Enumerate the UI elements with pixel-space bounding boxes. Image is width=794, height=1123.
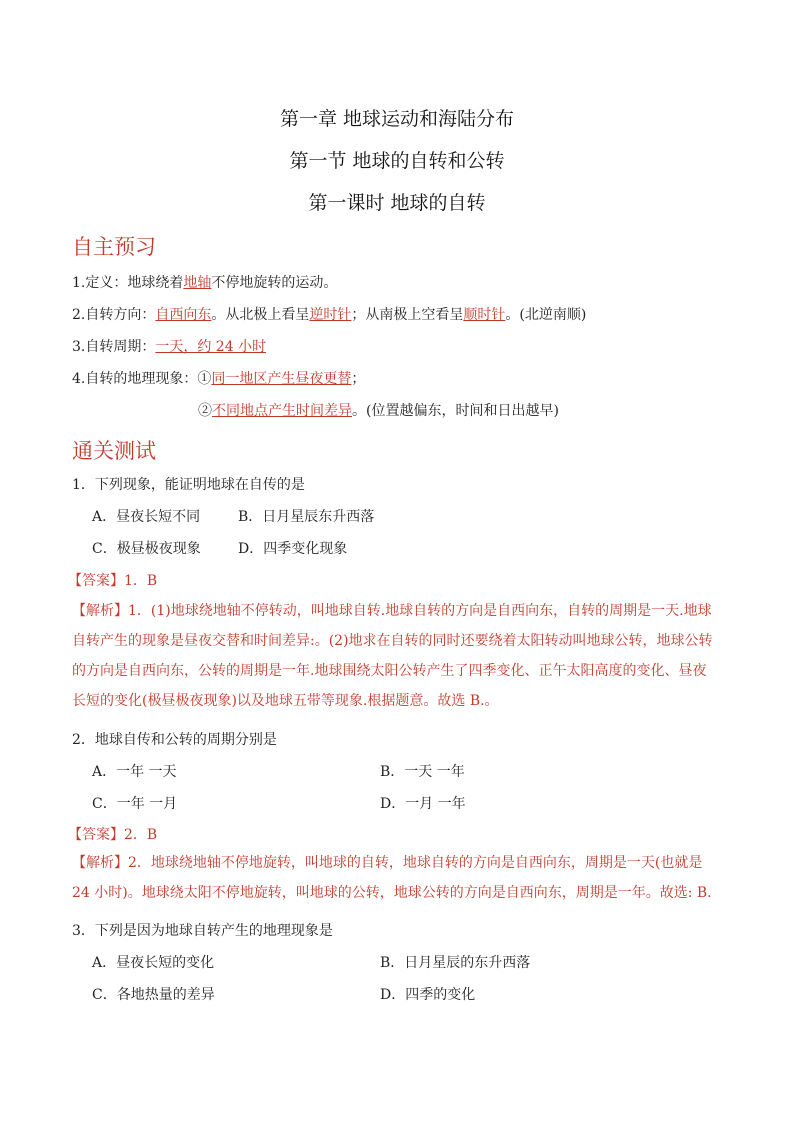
blank-answer: 不同地点产生时间差异 [212,403,352,419]
q1-option-b: B．日月星辰东升西落 [238,509,375,525]
q3-option-d: D．四季的变化 [380,987,476,1003]
section-title: 第一节 地球的自转和公转 [289,150,505,172]
blank-answer: 自西向东 [155,307,212,323]
q2-option-b: B．一天 一年 [380,764,465,780]
lesson-title: 第一课时 地球的自转 [308,192,486,214]
blank-answer: 顺时针 [463,307,506,323]
preview-item-1: 1.定义：地球绕着地轴不停地旋转的运动。 [72,275,338,291]
q3-option-a: A．昼夜长短的变化 [92,955,215,971]
q2-answer: 【答案】2．B [68,827,158,843]
q2-option-c: C．一年 一月 [92,796,178,812]
preview-item-3: 3.自转周期：一天，约 24 小时 [72,339,267,355]
question-2-stem: 2．地球自传和公转的周期分别是 [72,732,277,748]
preview-item-2: 2.自转方向：自西向东。从北极上看呈逆时针；从南极上空看呈顺时针。(北逆南顺) [72,307,587,323]
q2-analysis: 【解析】2．地球绕地轴不停地旋转，叫地球的自转，地球自转的方向是自西向东，周期是一天(也就是 24 小时)。地球绕太阳不停地旋转，叫地球的公转，地球公转的方向是自西向东，周期是一年。故选: B. [72,855,712,901]
chapter-title: 第一章 地球运动和海陆分布 [279,108,515,130]
q1-option-a: A．昼夜长短不同 [92,509,201,525]
blank-answer: 一天，约 24 小时 [155,339,267,355]
q1-analysis: 【解析】1．(1)地球绕地轴不停转动，叫地球自转.地球自转的方向是自西向东，自转的周期是一天.地球自转产生的现象是昼夜交替和时间差异:。(2)地求在自转的同时还要绕着太阳转动叫地球公转，地球公转的方向是自西向东，公转的周期是一年.地球围绕太阳公转产生了四季变化、正午太阳高度的变化、昼夜长短的变化(极昼极夜现象)以及地球五带等现象.根据题意。故选 B.。 [72,603,713,709]
blank-answer: 地轴 [183,275,212,291]
q1-answer: 【答案】1．B [68,573,158,589]
preview-item-4b: ②不同地点产生时间差异。(位置越偏东，时间和日出越早) [198,403,559,419]
q3-option-b: B．日月星辰的东升西落 [380,955,531,971]
test-heading: 通关测试 [72,439,156,463]
question-3-stem: 3．下列是因为地球自转产生的地理现象是 [72,923,333,939]
preview-heading: 自主预习 [72,235,156,259]
blank-answer: 逆时针 [309,307,352,323]
question-1-stem: 1．下列现象，能证明地球在自传的是 [72,477,305,493]
q1-option-c: C．极昼极夜现象 [92,541,201,557]
q3-option-c: C．各地热量的差异 [92,987,215,1003]
q2-option-a: A．一年 一天 [92,764,177,780]
q1-option-d: D．四季变化现象 [238,541,348,557]
blank-answer: 同一地区产生昼夜更替 [211,371,352,387]
q2-option-d: D．一月 一年 [380,796,466,812]
preview-item-4: 4.自转的地理现象：①同一地区产生昼夜更替； [72,371,366,387]
